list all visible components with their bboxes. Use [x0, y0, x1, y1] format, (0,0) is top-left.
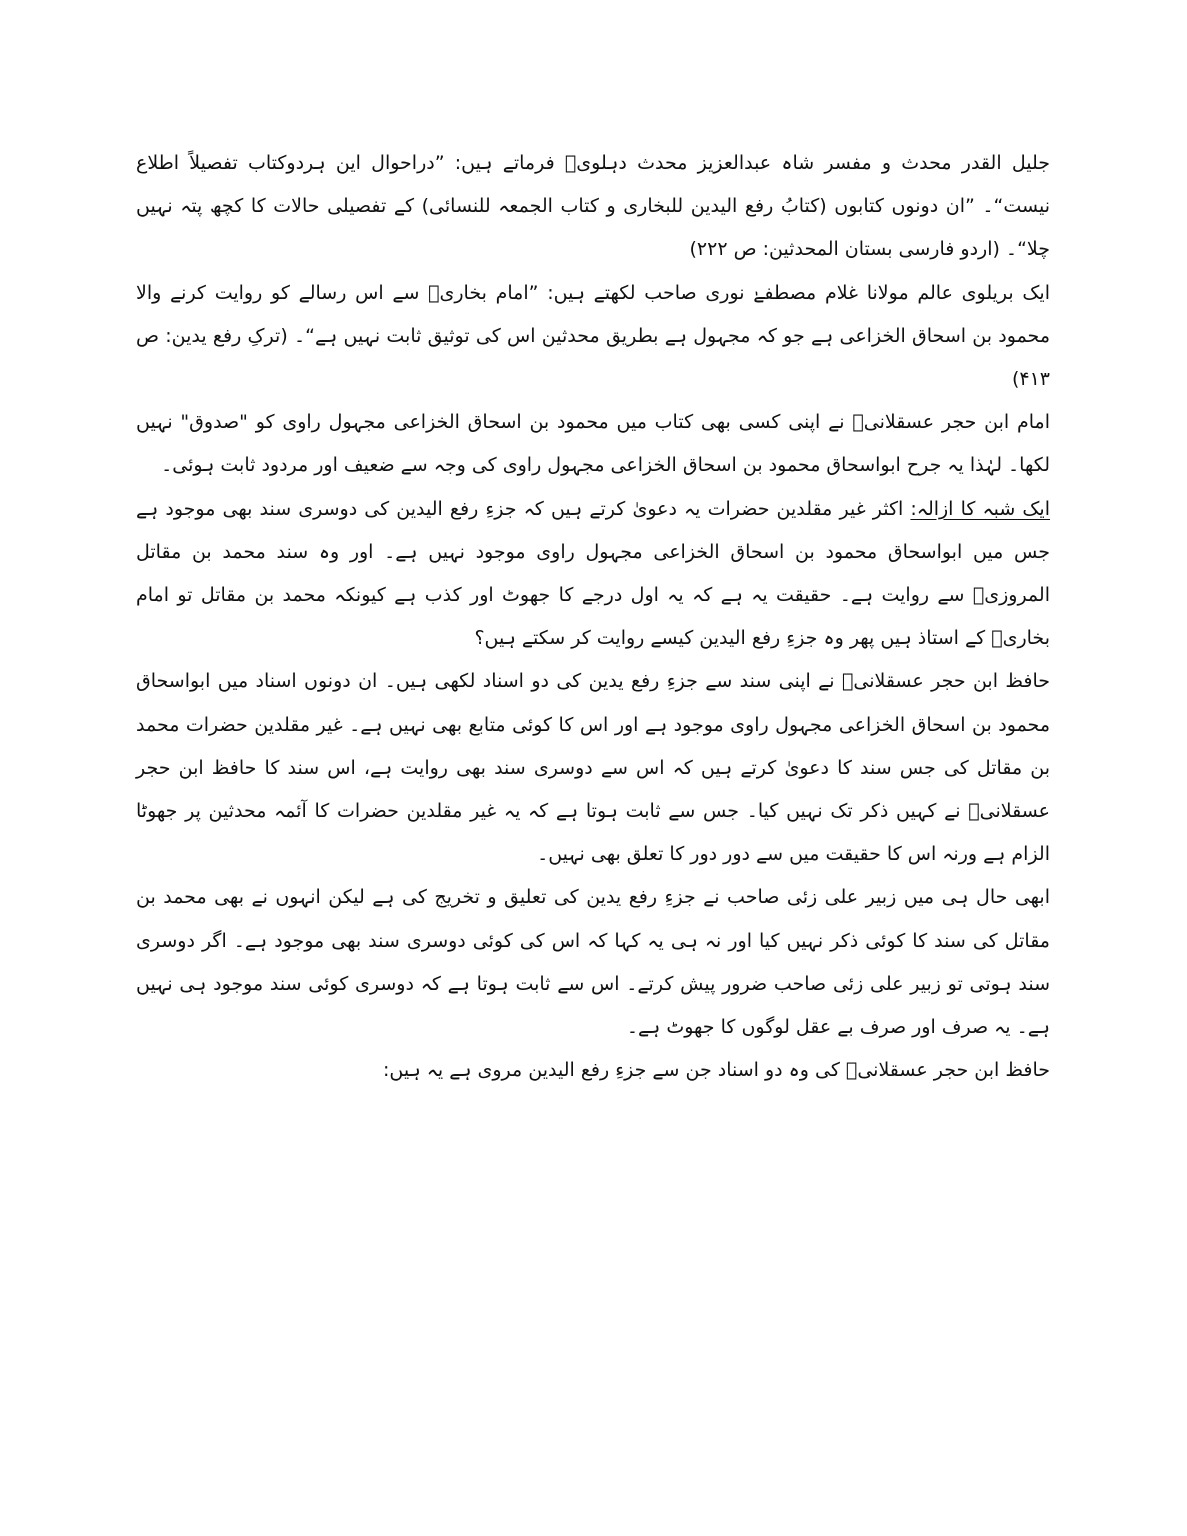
- paragraph-ibn-hajar-saduq: امام ابن حجر عسقلانیؒ نے اپنی کسی بھی کتاب میں محمود بن اسحاق الخزاعی مجہول راوی کو "صدوق" نہیں لکھا۔ لہٰذا یہ جرح ابواسحاق محمود بن اسحاق الخزاعی مجہول راوی کی وجہ سے ضعیف اور مردود ثابت ہوئی۔: [136, 411, 1050, 477]
- paragraph-chains-intro: حافظ ابن حجر عسقلانیؒ کی وہ دو اسناد جن سے جزءِ رفع الیدین مروی ہے یہ ہیں:: [382, 1059, 1050, 1082]
- paragraph-doubt-removal: [136, 488, 1050, 661]
- paragraph-zubair-ali-zai: ابھی حال ہی میں زبیر علی زئی صاحب نے جزءِ رفع یدین کی تعلیق و تخریج کی ہے لیکن انہوں نے بھی محمد بن مقاتل کی سند کا کوئی ذکر نہیں کیا اور نہ ہی یہ کہا کہ اس کی کوئی دوسری سند بھی موجود ہے۔ اگر دوسری سند ہوتی تو زبیر علی زئی صاحب ضرور پیش کرتے۔ اس سے ثابت ہوتا ہے کہ دوسری کوئی سند موجود ہی نہیں ہے۔ یہ صرف اور صرف بے عقل لوگوں کا جھوٹ ہے۔: [136, 886, 1050, 1039]
- doubt-removal-text: اکثر غیر مقلدین حضرات یہ دعویٰ کرتے ہیں کہ جزءِ رفع الیدین کی دوسری سند بھی موجود ہے جس میں ابواسحاق محمود بن اسحاق الخزاعی مجہول راوی موجود نہیں ہے۔ اور وہ سند محمد بن مقاتل المروزیؒ سے روایت ہے۔ حقیقت یہ ہے کہ یہ اول درجے کا جھوٹ اور کذب ہے کیونکہ محمد بن مقاتل تو امام بخاریؒ کے استاذ ہیں پھر وہ جزءِ رفع الیدین کیسے روایت کر سکتے ہیں؟: [136, 497, 1050, 650]
- paragraph-two-chains: حافظ ابن حجر عسقلانیؒ نے اپنی سند سے جزءِ رفع یدین کی دو اسناد لکھی ہیں۔ ان دونوں اسناد میں ابواسحاق محمود بن اسحاق الخزاعی مجہول راوی موجود ہے اور اس کا کوئی متابع بھی نہیں ہے۔ غیر مقلدین حضرات محمد بن مقاتل کی جس سند کا دعویٰ کرتے ہیں کہ اس سے دوسری سند بھی روایت ہے، اس سند کا حافظ ابن حجر عسقلانیؒ نے کہیں ذکر تک نہیں کیا۔ جس سے ثابت ہوتا ہے کہ یہ غیر مقلدین حضرات کا آئمہ محدثین پر جھوٹا الزام ہے ورنہ اس کا حقیقت میں سے دور دور کا تعلق بھی نہیں۔: [136, 670, 1050, 866]
- document-body: [136, 142, 1050, 1092]
- doubt-removal-label: ایک شبہ کا ازالہ:: [910, 497, 1050, 520]
- paragraph-ghulam-mustafa-quote: ایک بریلوی عالم مولانا غلام مصطفےٰ نوری صاحب لکھتے ہیں: ”امام بخاریؒ سے اس رسالے کو روایت کرنے والا محمود بن اسحاق الخزاعی ہے جو کہ مجہول ہے بطریق محدثین اس کی توثیق ثابت نہیں ہے“۔ (ترکِ رفع یدین: ص ۴۱۳): [136, 281, 1050, 391]
- paragraph-shah-abdul-aziz-quote: جلیل القدر محدث و مفسر شاہ عبدالعزیز محدث دہلویؒ فرماتے ہیں: ”دراحوال این ہردوکتاب تفصیلاً اطلاع نیست“۔ ”ان دونوں کتابوں (کتابُ رفع الیدین للبخاری و کتاب الجمعہ للنسائی) کے تفصیلی حالات کا کچھ پتہ نہیں چلا“۔ (اردو فارسی بستان المحدثین: ص ۲۲۲): [136, 152, 1050, 261]
